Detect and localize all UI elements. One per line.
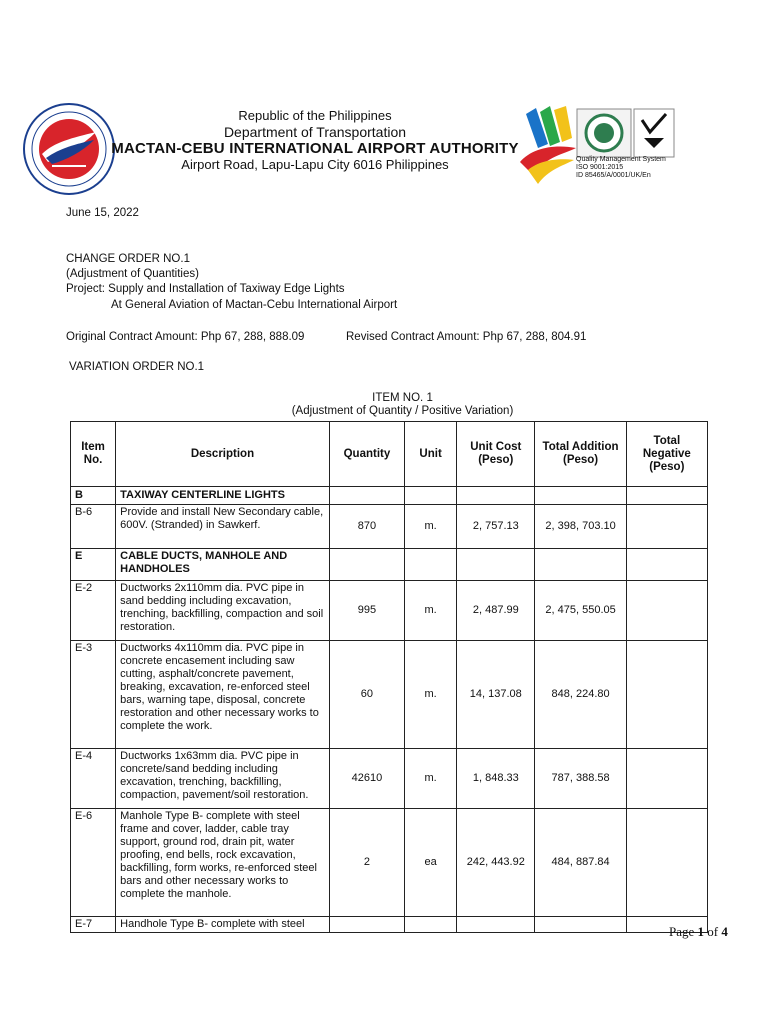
- cell-total-negative: [626, 581, 707, 641]
- cell-description: Provide and install New Secondary cable, 600V. (Stranded) in Sawkerf.: [116, 505, 330, 549]
- revised-contract-amount: Revised Contract Amount: Php 67, 288, 804.91: [346, 331, 587, 343]
- item-caption-line-1: ITEM NO. 1: [372, 392, 433, 404]
- table-row: [71, 581, 708, 641]
- cell-description: TAXIWAY CENTERLINE LIGHTS: [116, 487, 330, 505]
- table-row: [71, 749, 708, 809]
- cell-total-addition: [535, 549, 626, 581]
- cell-total-negative: [626, 549, 707, 581]
- variation-table: [70, 421, 708, 933]
- cell-unit: m.: [405, 641, 457, 749]
- cell-unit-cost: 1, 848.33: [457, 749, 535, 809]
- header-department: Department of Transportation: [223, 124, 407, 140]
- page-number: [669, 924, 728, 940]
- cell-description: Manhole Type B- complete with steel frame and cover, ladder, cable tray support, ground rod, drain pit, water proofing, end bells, rock excavation, backfilling, form works, re-enforced steel bars and other necessary works to complete the manhole.: [116, 809, 330, 917]
- header-republic: Republic of the Philippines: [238, 108, 392, 123]
- header-total-negative: Total Negative (Peso): [626, 422, 707, 487]
- cell-quantity: [329, 549, 404, 581]
- cell-unit: [405, 549, 457, 581]
- project-line-1: Project: Supply and Installation of Taxiway Edge Lights: [66, 283, 345, 295]
- change-order-title: CHANGE ORDER NO.1: [66, 253, 190, 265]
- table-row: [71, 917, 708, 933]
- change-order-subtitle: (Adjustment of Quantities): [66, 268, 199, 280]
- cell-total-negative: [626, 809, 707, 917]
- page-total: 4: [721, 924, 728, 939]
- cell-total-negative: [626, 641, 707, 749]
- cell-total-addition: 2, 398, 703.10: [535, 505, 626, 549]
- cell-quantity: 42610: [329, 749, 404, 809]
- header-quantity: Quantity: [329, 422, 404, 487]
- variation-order-title: VARIATION ORDER NO.1: [69, 361, 205, 373]
- header-unit: Unit: [405, 422, 457, 487]
- cell-quantity: 870: [329, 505, 404, 549]
- table-row: [71, 641, 708, 749]
- header-item-no: Item No.: [71, 422, 116, 487]
- cell-item: B-6: [71, 505, 116, 549]
- cell-unit-cost: 242, 443.92: [457, 809, 535, 917]
- cell-unit-cost: [457, 487, 535, 505]
- cell-quantity: 60: [329, 641, 404, 749]
- page-word: Page: [669, 924, 695, 939]
- cell-description: Ductworks 2x110mm dia. PVC pipe in sand bedding including excavation, trenching, backfilling, compaction and soil restoration.: [116, 581, 330, 641]
- cell-description: CABLE DUCTS, MANHOLE AND HANDHOLES: [116, 549, 330, 581]
- cell-unit: m.: [405, 505, 457, 549]
- page-of: of: [707, 924, 719, 939]
- cell-unit: [405, 487, 457, 505]
- cell-description: Handhole Type B- complete with steel: [116, 917, 330, 933]
- table-row: [71, 809, 708, 917]
- cell-unit-cost: [457, 917, 535, 933]
- cell-item: E-6: [71, 809, 116, 917]
- cell-item: E-4: [71, 749, 116, 809]
- cell-total-negative: [626, 487, 707, 505]
- cell-total-addition: 787, 388.58: [535, 749, 626, 809]
- cell-item: E-7: [71, 917, 116, 933]
- cell-total-addition: 848, 224.80: [535, 641, 626, 749]
- cell-unit: [405, 917, 457, 933]
- table-row: [71, 505, 708, 549]
- cell-total-addition: [535, 917, 626, 933]
- cell-item: B: [71, 487, 116, 505]
- header-description: Description: [116, 422, 330, 487]
- cert-line-1: Quality Management System: [576, 156, 666, 163]
- cell-total-addition: [535, 487, 626, 505]
- header-unit-cost: Unit Cost (Peso): [457, 422, 535, 487]
- certification-text: [576, 156, 666, 180]
- cell-description: Ductworks 4x110mm dia. PVC pipe in concrete encasement including saw cutting, asphalt/concrete pavement, breaking, excavation, re-enforced steel bars, warning tape, disposal, concrete restoration and other necessary works to complete the work.: [116, 641, 330, 749]
- cell-unit: ea: [405, 809, 457, 917]
- cell-quantity: 2: [329, 809, 404, 917]
- original-contract-amount: Original Contract Amount: Php 67, 288, 888.09: [66, 331, 305, 343]
- iso-certification-badges: [576, 108, 676, 160]
- cell-total-addition: 484, 887.84: [535, 809, 626, 917]
- cell-total-negative: [626, 505, 707, 549]
- table-row-section: [71, 487, 708, 505]
- cell-total-negative: [626, 749, 707, 809]
- cell-unit: m.: [405, 581, 457, 641]
- cell-description: Ductworks 1x63mm dia. PVC pipe in concrete/sand bedding including excavation, trenching, backfilling, compaction, pavement/soil restoration.: [116, 749, 330, 809]
- cert-line-2: ISO 9001:2015: [576, 164, 624, 171]
- cell-item: E-2: [71, 581, 116, 641]
- table-row-section: [71, 549, 708, 581]
- dotr-seal-logo: [22, 102, 116, 196]
- header-authority: MACTAN-CEBU INTERNATIONAL AIRPORT AUTHORITY: [111, 140, 519, 157]
- cell-quantity: 995: [329, 581, 404, 641]
- document-date: June 15, 2022: [66, 207, 139, 219]
- header-address: Airport Road, Lapu-Lapu City 6016 Philippines: [181, 157, 449, 172]
- cert-line-3: ID 85465/A/0001/UK/En: [576, 172, 651, 179]
- mcia-logo: [518, 104, 580, 188]
- item-caption-line-2: (Adjustment of Quantity / Positive Variation): [291, 405, 514, 417]
- cell-item: E-3: [71, 641, 116, 749]
- cell-unit-cost: 14, 137.08: [457, 641, 535, 749]
- cell-item: E: [71, 549, 116, 581]
- project-line-2: At General Aviation of Mactan-Cebu International Airport: [111, 299, 398, 311]
- header-total-addition: Total Addition (Peso): [535, 422, 626, 487]
- item-caption: [250, 392, 555, 418]
- cell-quantity: [329, 917, 404, 933]
- page-current: 1: [697, 924, 705, 939]
- table-header-row: [71, 422, 708, 487]
- cell-unit-cost: 2, 757.13: [457, 505, 535, 549]
- cell-total-addition: 2, 475, 550.05: [535, 581, 626, 641]
- cell-quantity: [329, 487, 404, 505]
- cell-unit: m.: [405, 749, 457, 809]
- cell-unit-cost: [457, 549, 535, 581]
- cell-unit-cost: 2, 487.99: [457, 581, 535, 641]
